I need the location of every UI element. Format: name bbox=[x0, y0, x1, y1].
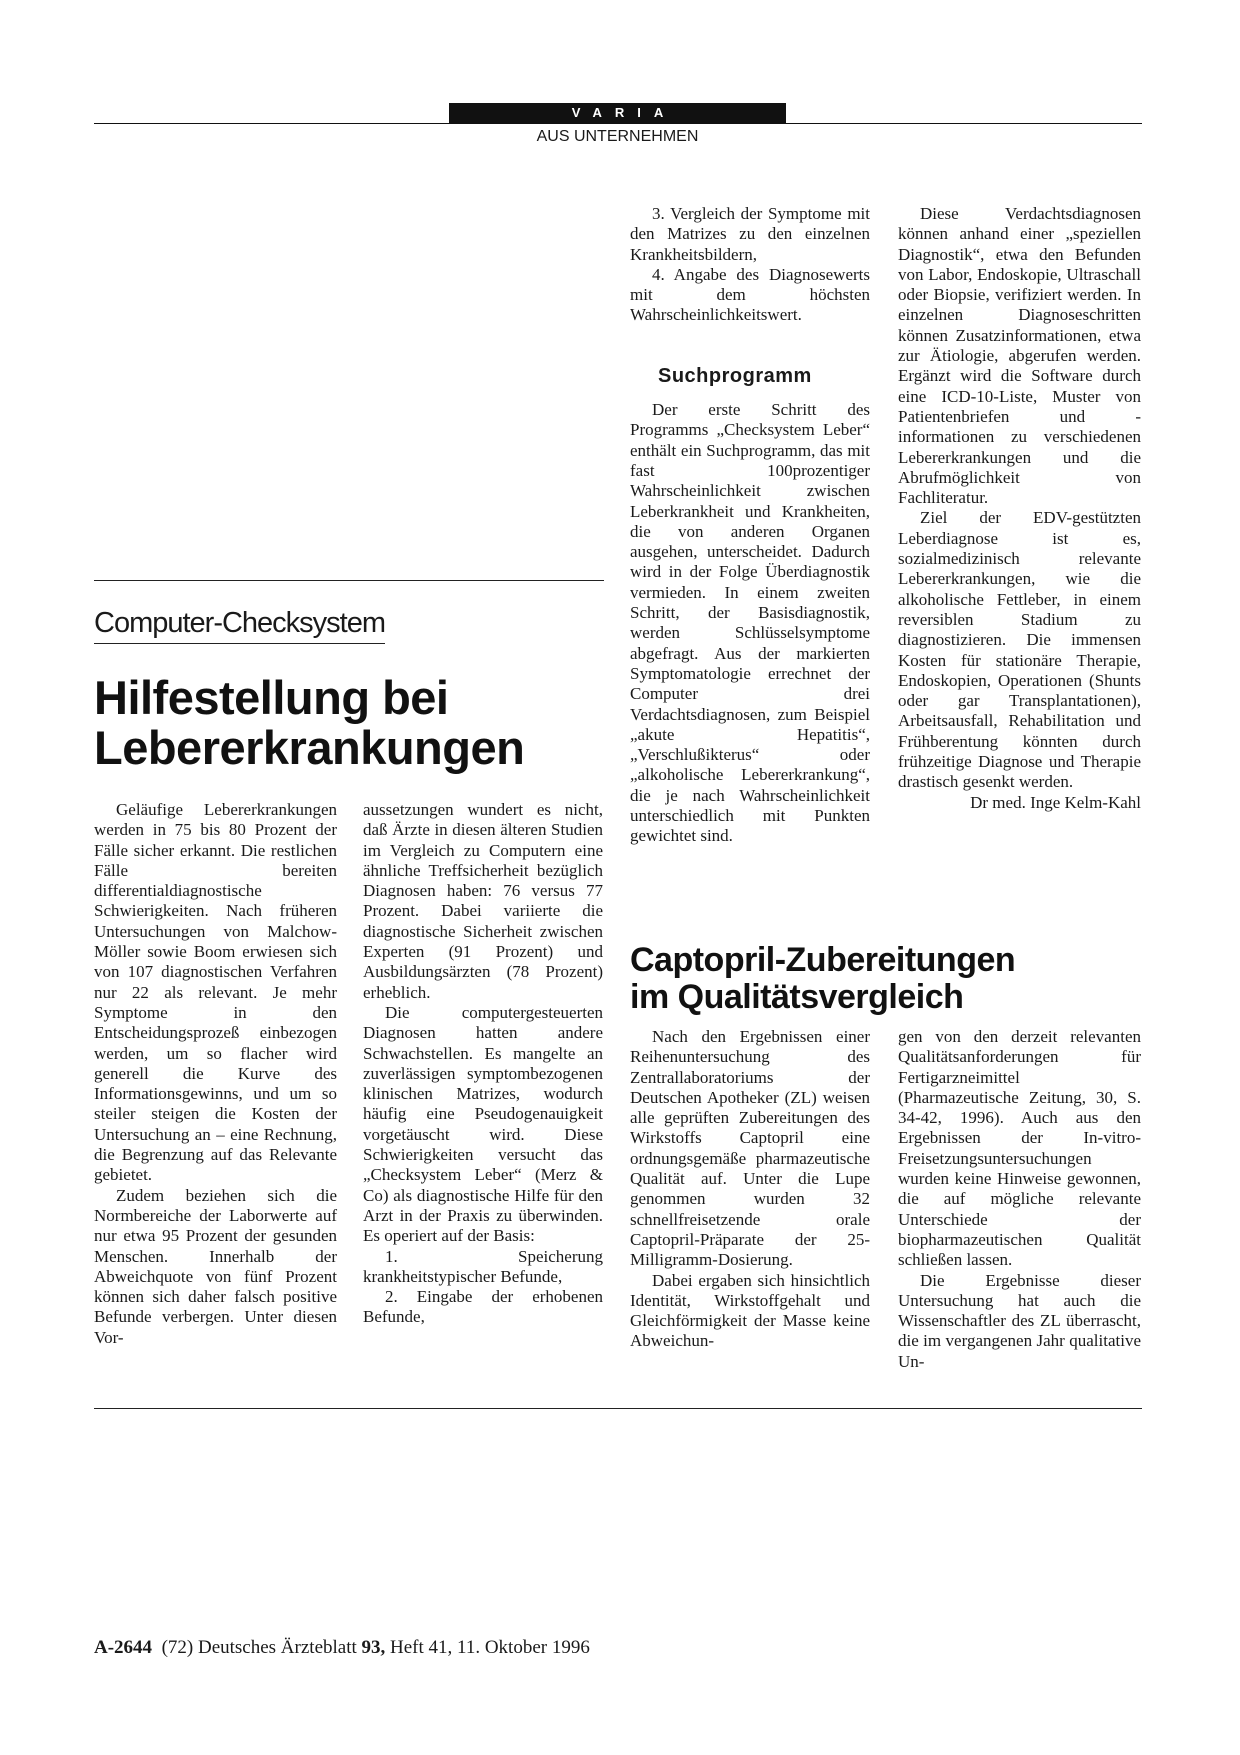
article1-column-4 bbox=[898, 204, 1141, 813]
section-label: AUS UNTERNEHMEN bbox=[536, 128, 699, 145]
headline-line-1: Hilfestellung bei bbox=[94, 671, 449, 724]
article-top-rule bbox=[94, 580, 604, 581]
paragraph: Ziel der EDV-gestützten Leberdiagnose ist es, sozialmedizinisch relevante Lebererkrankungen, wie die alkoholische Fettleber, in einem reversiblen Stadium zu diagnostizieren. Die immensen Kosten für stationäre Therapie, Endoskopien, Operationen (Shunts oder gar Transplantationen), Arbeitsausfall, Rehabilitation und Frühberentung könnten durch frühzeitige Diagnose und Therapie drastisch gesenkt werden. bbox=[898, 508, 1141, 792]
page-number: A-2644 bbox=[94, 1637, 153, 1658]
paragraph: Zudem beziehen sich die Normbereiche der Laborwerte auf nur etwa 95 Prozent der gesunden Menschen. Innerhalb der Abweichquote von fünf Prozent können sich daher falsch positive Befunde verbergen. Unter diesen Vor- bbox=[94, 1185, 337, 1347]
issue-date: Heft 41, 11. Oktober 1996 bbox=[390, 1637, 590, 1658]
article1-column-2 bbox=[363, 800, 603, 1328]
paragraph: aussetzungen wundert es nicht, daß Ärzte in diesen älteren Studien im Vergleich zu Computern eine ähnliche Treffsicherheit bezüglich Diagnosen haben: 76 versus 77 Prozent. Dabei variierte die diagnostische Sicherheit zwischen Experten (91 Prozent) und Ausbildungsärzten (78 Prozent) erheblich. bbox=[363, 800, 603, 1002]
subheading: Suchprogramm bbox=[658, 364, 812, 387]
paragraph: gen von den derzeit relevanten Qualitätsanforderungen für Fertigarzneimittel (Pharmazeutische Zeitung, 30, S. 34-42, 1996). Auch aus den Ergebnissen der In-vitro-Freisetzungsuntersuchungen wurden keine Hinweise gewonnen, die auf mögliche relevante Unterschiede der biopharmazeutischen Qualität schließen lassen. bbox=[898, 1027, 1141, 1270]
paragraph: Nach den Ergebnissen einer Reihenuntersuchung des Zentrallaboratoriums der Deutschen Apotheker (ZL) weisen alle geprüften Zubereitungen des Wirkstoffs Captopril eine ordnungsgemäße pharmazeutische Qualität auf. Unter die Lupe genommen wurden 32 schnellfreisetzende orale Captopril-Präparate der 25-Milligramm-Dosierung. bbox=[630, 1027, 870, 1270]
headline-line-1: Captopril-Zubereitungen bbox=[630, 941, 1016, 979]
paragraph: Dabei ergaben sich hinsichtlich Identität, Wirkstoffgehalt und Gleichförmigkeit der Masse keine Abweichun- bbox=[630, 1270, 870, 1351]
headline-line-2: Lebererkrankungen bbox=[94, 721, 525, 774]
author-byline: Dr med. Inge Kelm-Kahl bbox=[970, 792, 1141, 812]
paragraph: Der erste Schritt des Programms „Checksystem Leber“ enthält ein Suchprogramm, das mit fast 100prozentiger Wahrscheinlichkeit zwischen Leberkrankheit und Krankheiten, die von anderen Organen ausgehen, unterscheidet. Dadurch wird in der Folge Überdiagnostik vermieden. In einem zweiten Schritt, der Basisdiagnostik, werden Schlüsselsymptome abgefragt. Aus der markierten Symptomatologie errechnet der Computer drei Verdachtsdiagnosen, zum Beispiel „akute Hepatitis“, „Verschlußikterus“ oder „alkoholische Lebererkrankung“, die je nach Wahrscheinlichkeit unterschiedlich mit Punkten gewichtet sind. bbox=[630, 400, 870, 846]
paragraph: Die Ergebnisse dieser Untersuchung hat auch die Wissenschaftler des ZL überrascht, die im vergangenen Jahr qualitative Un- bbox=[898, 1270, 1141, 1371]
list-item: 4. Angabe des Diagnosewerts mit dem höchsten Wahrscheinlichkeitswert. bbox=[630, 264, 870, 325]
article1-column-1 bbox=[94, 800, 337, 1348]
header-rule bbox=[94, 123, 1142, 124]
article-headline bbox=[94, 673, 614, 773]
paragraph: Die computergesteuerten Diagnosen hatten andere Schwachstellen. Es mangelte an zuverlässigen symptombezogenen klinischen Matrizes, wodurch häufig eine Pseudogenauigkeit vorgetäuscht wird. Diese Schwierigkeiten versucht das „Checksystem Leber“ (Merz & Co) als diagnostische Hilfe für den Arzt in der Praxis zu überwinden. Es operiert auf der Basis: bbox=[363, 1002, 603, 1246]
article1-column-3 bbox=[630, 204, 870, 847]
article2-headline bbox=[630, 942, 1130, 1016]
bottom-rule bbox=[94, 1408, 1142, 1409]
paragraph: Diese Verdachtsdiagnosen können anhand einer „speziellen Diagnostik“, etwa den Befunden von Labor, Endoskopie, Ultraschall oder Biopsie, verifiziert werden. In einzelnen Diagnoseschritten können Zusatzinformationen, etwa zur Ätiologie, abgerufen werden. Ergänzt wird die Software durch eine ICD-10-Liste, Muster von Patientenbriefen und -informationen zu verschiedenen Lebererkrankungen und die Abrufmöglichkeit von Fachliteratur. bbox=[898, 204, 1141, 508]
list-item: 1. Speicherung krankheitstypischer Befunde, bbox=[363, 1246, 603, 1286]
list-item: 2. Eingabe der erhobenen Befunde, bbox=[363, 1287, 603, 1327]
article2-column-1 bbox=[630, 1027, 870, 1352]
page-footer bbox=[94, 1637, 590, 1659]
article-kicker: Computer-Checksystem bbox=[94, 605, 385, 644]
journal-name: (72) Deutsches Ärzteblatt bbox=[161, 1637, 357, 1658]
list-item: 3. Vergleich der Symptome mit den Matrizes zu den einzelnen Krankheitsbildern, bbox=[630, 204, 870, 264]
rubric-bar: VARIA bbox=[449, 103, 786, 123]
paragraph: Geläufige Lebererkrankungen werden in 75 bis 80 Prozent der Fälle sicher erkannt. Die restlichen Fälle bereiten differentialdiagnostische Schwierigkeiten. Nach früheren Untersuchungen von Malchow-Möller sowie Boom erwiesen sich von 107 diagnostischen Verfahren nur 22 als relevant. Je mehr Symptome in den Entscheidungsprozeß einbezogen werden, um so flacher wird generell die Kurve des Informationsgewinns, und um so steiler steigen die Kosten der Untersuchung an – eine Rechnung, die Begrenzung auf das Relevante gebietet. bbox=[94, 800, 337, 1185]
volume-number: 93, bbox=[361, 1637, 386, 1658]
article2-column-2 bbox=[898, 1027, 1141, 1372]
headline-line-2: im Qualitätsvergleich bbox=[630, 978, 964, 1016]
